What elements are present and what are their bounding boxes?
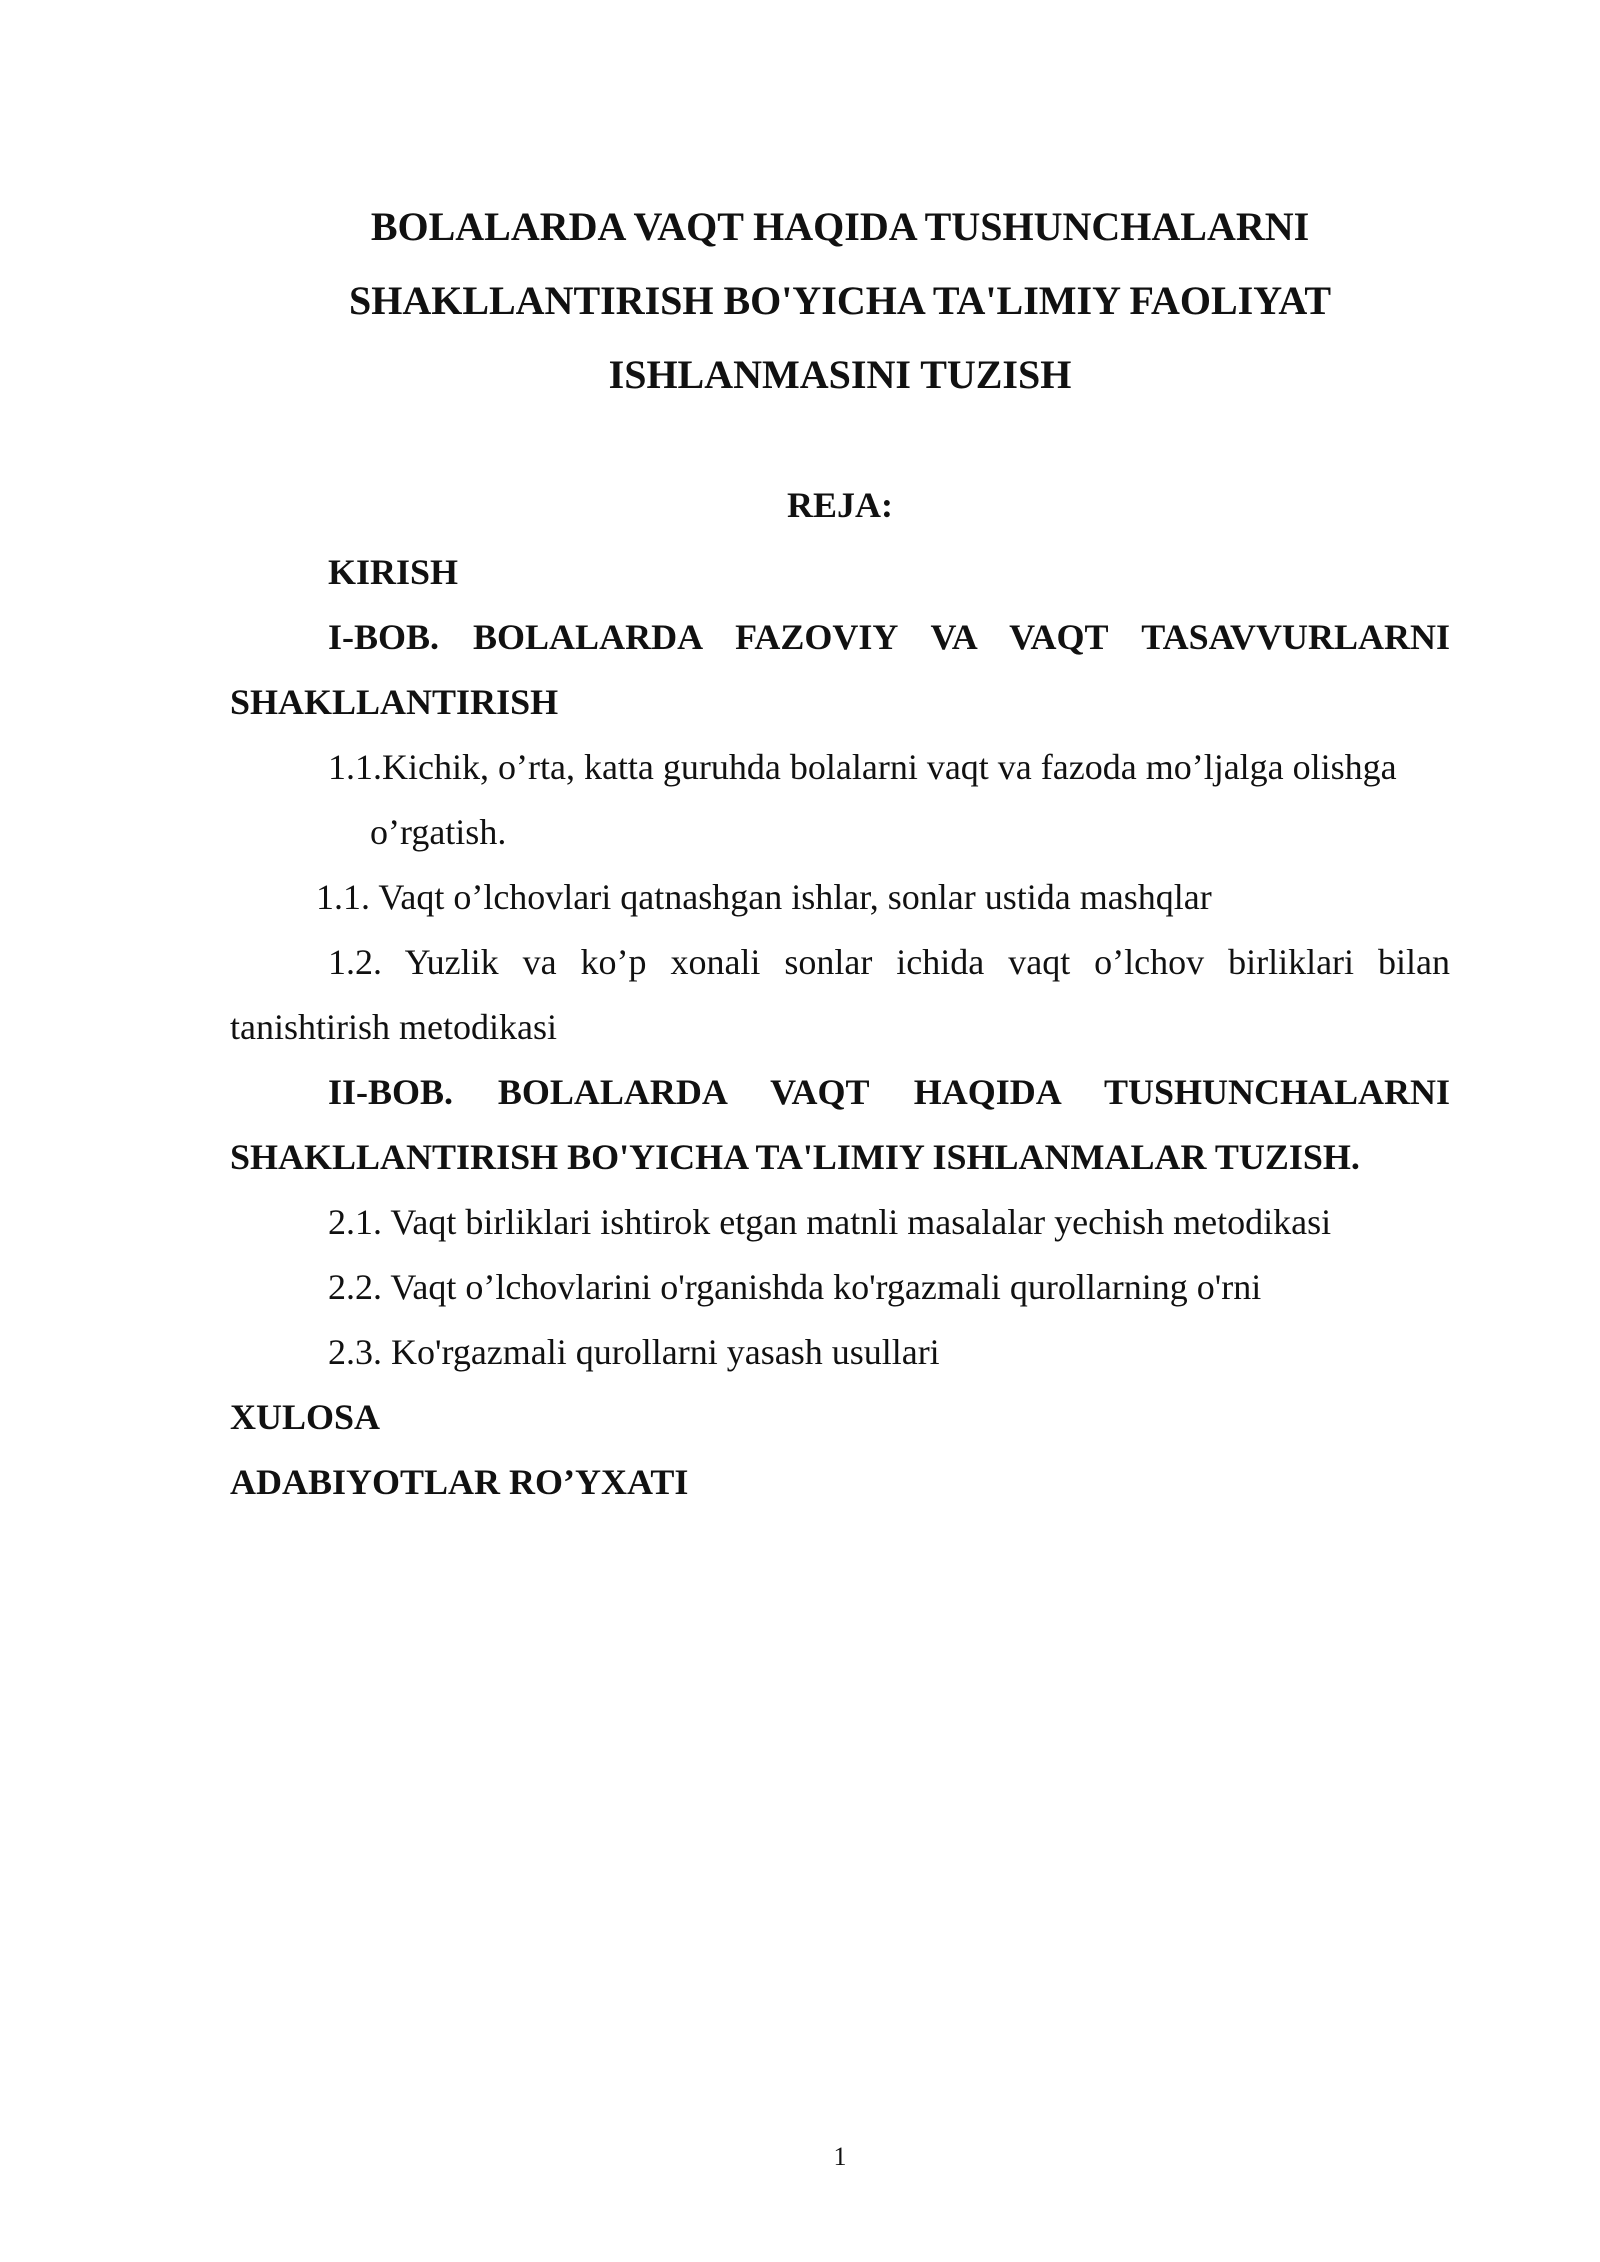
toc-chapter-2-title-text: II-BOB. BOLALARDA VAQT HAQIDA TUSHUNCHALARNI (328, 1072, 1450, 1112)
toc-references: ADABIYOTLAR RO’YXATI (230, 1462, 689, 1502)
toc-item-1-1a-cont: o’rgatish. (370, 812, 507, 852)
toc-chapter-1-title-cont: SHAKLLANTIRISH (230, 682, 559, 722)
document-title (230, 190, 1450, 412)
toc-item-2-3: 2.3. Ko'rgazmali qurollarni yasash usullari (328, 1332, 940, 1372)
toc-item-1-1a: 1.1.Kichik, o’rta, katta guruhda bolalarni vaqt va fazoda mo’ljalga olishga (328, 747, 1397, 787)
plan-heading: REJA: (787, 485, 893, 525)
table-of-contents (230, 540, 1450, 1515)
toc-item-1-1b: 1.1. Vaqt o’lchovlari qatnashgan ishlar, sonlar ustida mashqlar (316, 877, 1212, 917)
toc-chapter-2-title-cont: SHAKLLANTIRISH BO'YICHA TA'LIMIY ISHLANMALAR TUZISH. (230, 1137, 1360, 1177)
toc-item-2-2: 2.2. Vaqt o’lchovlarini o'rganishda ko'rgazmali qurollarning o'rni (328, 1267, 1262, 1307)
page-number: 1 (833, 2142, 847, 2171)
toc-chapter-1-title (230, 605, 1450, 670)
toc-introduction: KIRISH (328, 552, 459, 592)
toc-item-1-2 (230, 930, 1450, 995)
toc-item-2-1: 2.1. Vaqt birliklari ishtirok etgan matnli masalalar yechish metodikasi (328, 1202, 1332, 1242)
toc-conclusion: XULOSA (230, 1397, 381, 1437)
title-line-3: ISHLANMASINI TUZISH (608, 352, 1072, 397)
toc-chapter-1-title-text: I-BOB. BOLALARDA FAZOVIY VA VAQT TASAVVURLARNI (328, 617, 1450, 657)
title-line-2: SHAKLLANTIRISH BO'YICHA TA'LIMIY FAOLIYAT (348, 278, 1332, 323)
title-line-1: BOLALARDA VAQT HAQIDA TUSHUNCHALARNI (370, 204, 1310, 249)
toc-chapter-2-title (230, 1060, 1450, 1125)
toc-item-1-2-cont: tanishtirish metodikasi (230, 1007, 557, 1047)
toc-item-1-2-text: 1.2. Yuzlik va ko’p xonali sonlar ichida vaqt o’lchov birliklari bilan (328, 942, 1450, 982)
